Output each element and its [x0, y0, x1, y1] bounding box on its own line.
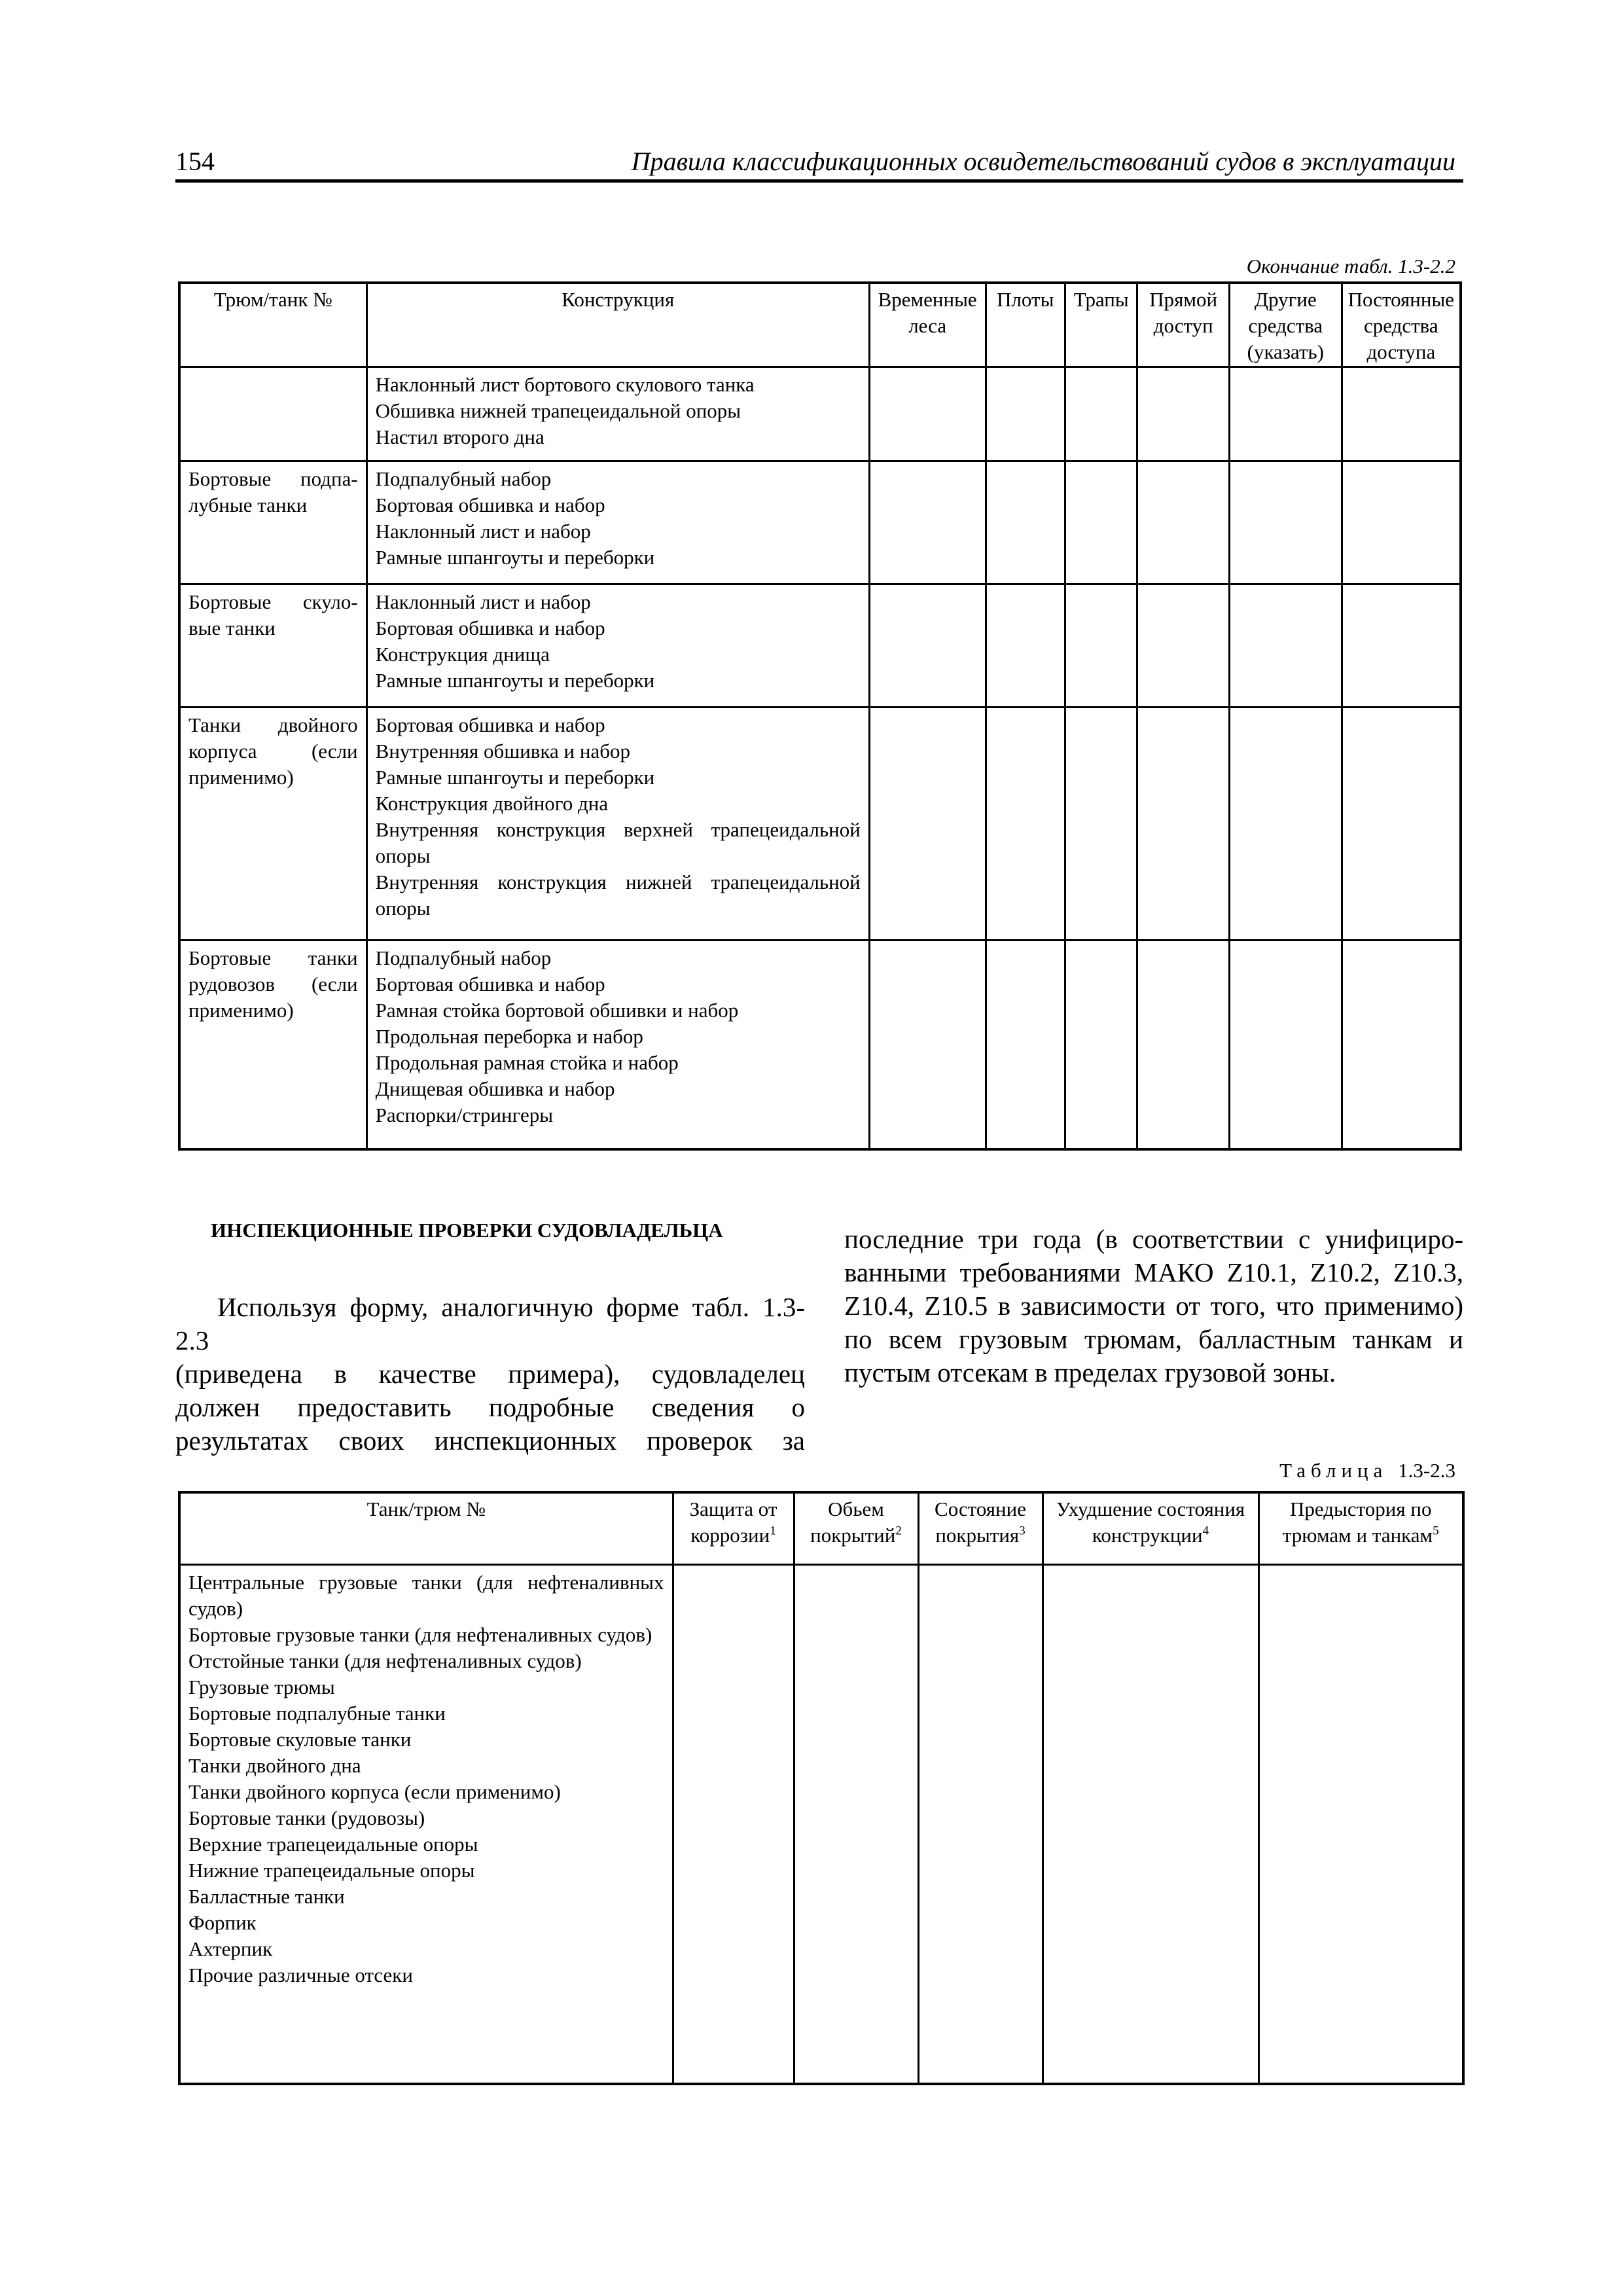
list-item: Прочие различные отсеки	[188, 1963, 413, 1986]
entry-cell	[1229, 461, 1342, 584]
column-header-ladders: Трапы	[1065, 283, 1137, 367]
column-header-structural-deterioration: Ухудшение состояния конструкции$^4$	[1043, 1492, 1258, 1564]
column-header-other-means: Другие средства (указать)	[1229, 283, 1342, 367]
entry-cell	[1229, 584, 1342, 707]
footnote-ref: 4	[1202, 1524, 1209, 1538]
table-2-caption: Таблица 1.3-2.3	[1279, 1459, 1455, 1482]
table-1-caption: Окончание табл. 1.3-2.2	[1246, 255, 1455, 278]
entry-cell	[869, 367, 986, 461]
entry-cell	[869, 940, 986, 1149]
list-item: Танки двойного дна	[188, 1753, 361, 1777]
entry-cell	[986, 367, 1065, 461]
list-item: Ахтерпик	[188, 1937, 273, 1960]
entry-cell	[1065, 707, 1137, 940]
list-item: Отстойные танки (для нефтеналивных судов)	[188, 1649, 582, 1672]
column-header-coating-extent: Обьем покрытий$^2$	[794, 1492, 918, 1564]
table-header-row	[179, 1492, 1463, 1564]
entry-cell	[1137, 461, 1230, 584]
entry-cell	[1065, 940, 1137, 1149]
list-item: Балластные танки	[188, 1884, 345, 1908]
running-title: Правила классификационных освидетельствований судов в эксплуатации	[631, 147, 1455, 176]
entry-cell	[1065, 367, 1137, 461]
entry-cell	[1342, 707, 1461, 940]
list-item: Бортовые танки (рудовозы)	[188, 1806, 425, 1829]
column-header-hold: Трюм/танк №	[179, 283, 366, 367]
list-item: Танки двойного корпуса (если применимо)	[188, 1780, 561, 1803]
column-header-history: Предыстория по трюмам и танкам$^5$	[1258, 1492, 1463, 1564]
footnote-ref: 2	[895, 1524, 902, 1538]
column-header-permanent-means: Постоянные средства доступа	[1342, 283, 1461, 367]
entry-cell	[986, 584, 1065, 707]
list-item: Бортовые скуловые танки	[188, 1727, 412, 1751]
footnote-ref: 1	[770, 1524, 776, 1538]
entry-cell	[794, 1564, 918, 2084]
hold-cell: Бортовые скуло- вые танки	[179, 584, 366, 707]
tank-list-cell	[179, 1564, 673, 2084]
structure-cell: Подпалубный набор Бортовая обшивка и набор Наклонный лист и набор Рамные шпангоуты и переборки	[366, 461, 869, 584]
list-item: Бортовые грузовые танки (для нефтеналивных судов)	[188, 1623, 652, 1646]
entry-cell	[1229, 707, 1342, 940]
entry-cell	[986, 940, 1065, 1149]
page-number: 154	[175, 147, 215, 176]
entry-cell	[1258, 1564, 1463, 2084]
structure-cell: Наклонный лист бортового скулового танка Обшивка нижней трапецеидальной опоры Настил второго дна	[366, 367, 869, 461]
entry-cell	[1137, 584, 1230, 707]
entry-cell	[869, 461, 986, 584]
column-header-structure: Конструкция	[366, 283, 869, 367]
hold-cell: Бортовые танки рудовозов (если применимо)	[179, 940, 366, 1149]
entry-cell	[1137, 367, 1230, 461]
column-header-coating-condition: Состояние покрытия$^3$	[918, 1492, 1043, 1564]
body-paragraph-left: Используя форму, аналогичную форме табл. 1.3-2.3 (приведена в качестве примера), судовладелец должен предоставить подробные сведения о результатах своих инспекционных проверок за	[175, 1292, 805, 1456]
list-item: Грузовые трюмы	[188, 1675, 335, 1698]
hold-cell	[179, 367, 366, 461]
access-means-table	[178, 281, 1462, 1151]
column-header-direct-access: Прямой доступ	[1137, 283, 1230, 367]
list-item: Форпик	[188, 1910, 257, 1934]
entry-cell	[1229, 367, 1342, 461]
entry-cell	[986, 461, 1065, 584]
table-row	[179, 367, 1461, 461]
entry-cell	[1342, 367, 1461, 461]
header-rule	[175, 179, 1463, 183]
table-header-row	[179, 283, 1461, 367]
column-header-scaffolding: Временные леса	[869, 283, 986, 367]
entry-cell	[986, 707, 1065, 940]
entry-cell	[1043, 1564, 1258, 2084]
inspection-form-table	[178, 1491, 1465, 2085]
section-heading: ИНСПЕКЦИОННЫЕ ПРОВЕРКИ СУДОВЛАДЕЛЬЦА	[211, 1219, 723, 1242]
entry-cell	[1137, 707, 1230, 940]
entry-cell	[869, 707, 986, 940]
entry-cell	[1342, 584, 1461, 707]
entry-cell	[1065, 584, 1137, 707]
structure-cell: Наклонный лист и набор Бортовая обшивка и набор Конструкция днища Рамные шпангоуты и переборки	[366, 584, 869, 707]
hold-cell: Бортовые подпа- лубные танки	[179, 461, 366, 584]
entry-cell	[1065, 461, 1137, 584]
entry-cell	[1137, 940, 1230, 1149]
list-item: Центральные грузовые танки (для нефтеналивных судов)	[188, 1570, 664, 1620]
entry-cell	[1342, 461, 1461, 584]
hold-cell: Танки двойного корпуса (если применимо)	[179, 707, 366, 940]
footnote-ref: 3	[1019, 1524, 1026, 1538]
list-item: Нижние трапецеидальные опоры	[188, 1858, 475, 1882]
entry-cell	[869, 584, 986, 707]
table-row	[179, 940, 1461, 1149]
entry-cell	[673, 1564, 794, 2084]
column-header-tank-hold: Танк/трюм №	[179, 1492, 673, 1564]
body-paragraph-right: последние три года (в соответствии с унифициро- ванными требованиями МАКО Z10.1, Z10.2, Z10.3, Z10.4, Z10.5 в зависимости от того, что применимо) по всем грузовым трюмам, балластным танкам и пустым отсекам в пределах грузовой зоны.	[844, 1224, 1463, 1388]
structure-cell: Подпалубный набор Бортовая обшивка и набор Рамная стойка бортовой обшивки и набор Продольная переборка и набор Продольная рамная стойка и набор Днищевая обшивка и набор Распорки/стрингеры	[366, 940, 869, 1149]
table-row	[179, 707, 1461, 940]
structure-cell: Бортовая обшивка и набор Внутренняя обшивка и набор Рамные шпангоуты и переборки Конструкция двойного дна Внутренняя конструкция верхней трапецеидальной опоры Внутренняя конструкция нижней трапецеидальной опоры	[366, 707, 869, 940]
column-header-rafts: Плоты	[986, 283, 1065, 367]
table-row	[179, 1564, 1463, 2084]
entry-cell	[1342, 940, 1461, 1149]
footnote-ref: 5	[1433, 1524, 1439, 1538]
table-row	[179, 584, 1461, 707]
column-header-corrosion-protection: Защита от коррозии$^1$	[673, 1492, 794, 1564]
table-row	[179, 461, 1461, 584]
entry-cell	[1229, 940, 1342, 1149]
list-item: Верхние трапецеидальные опоры	[188, 1832, 478, 1856]
list-item: Бортовые подпалубные танки	[188, 1701, 446, 1725]
entry-cell	[918, 1564, 1043, 2084]
